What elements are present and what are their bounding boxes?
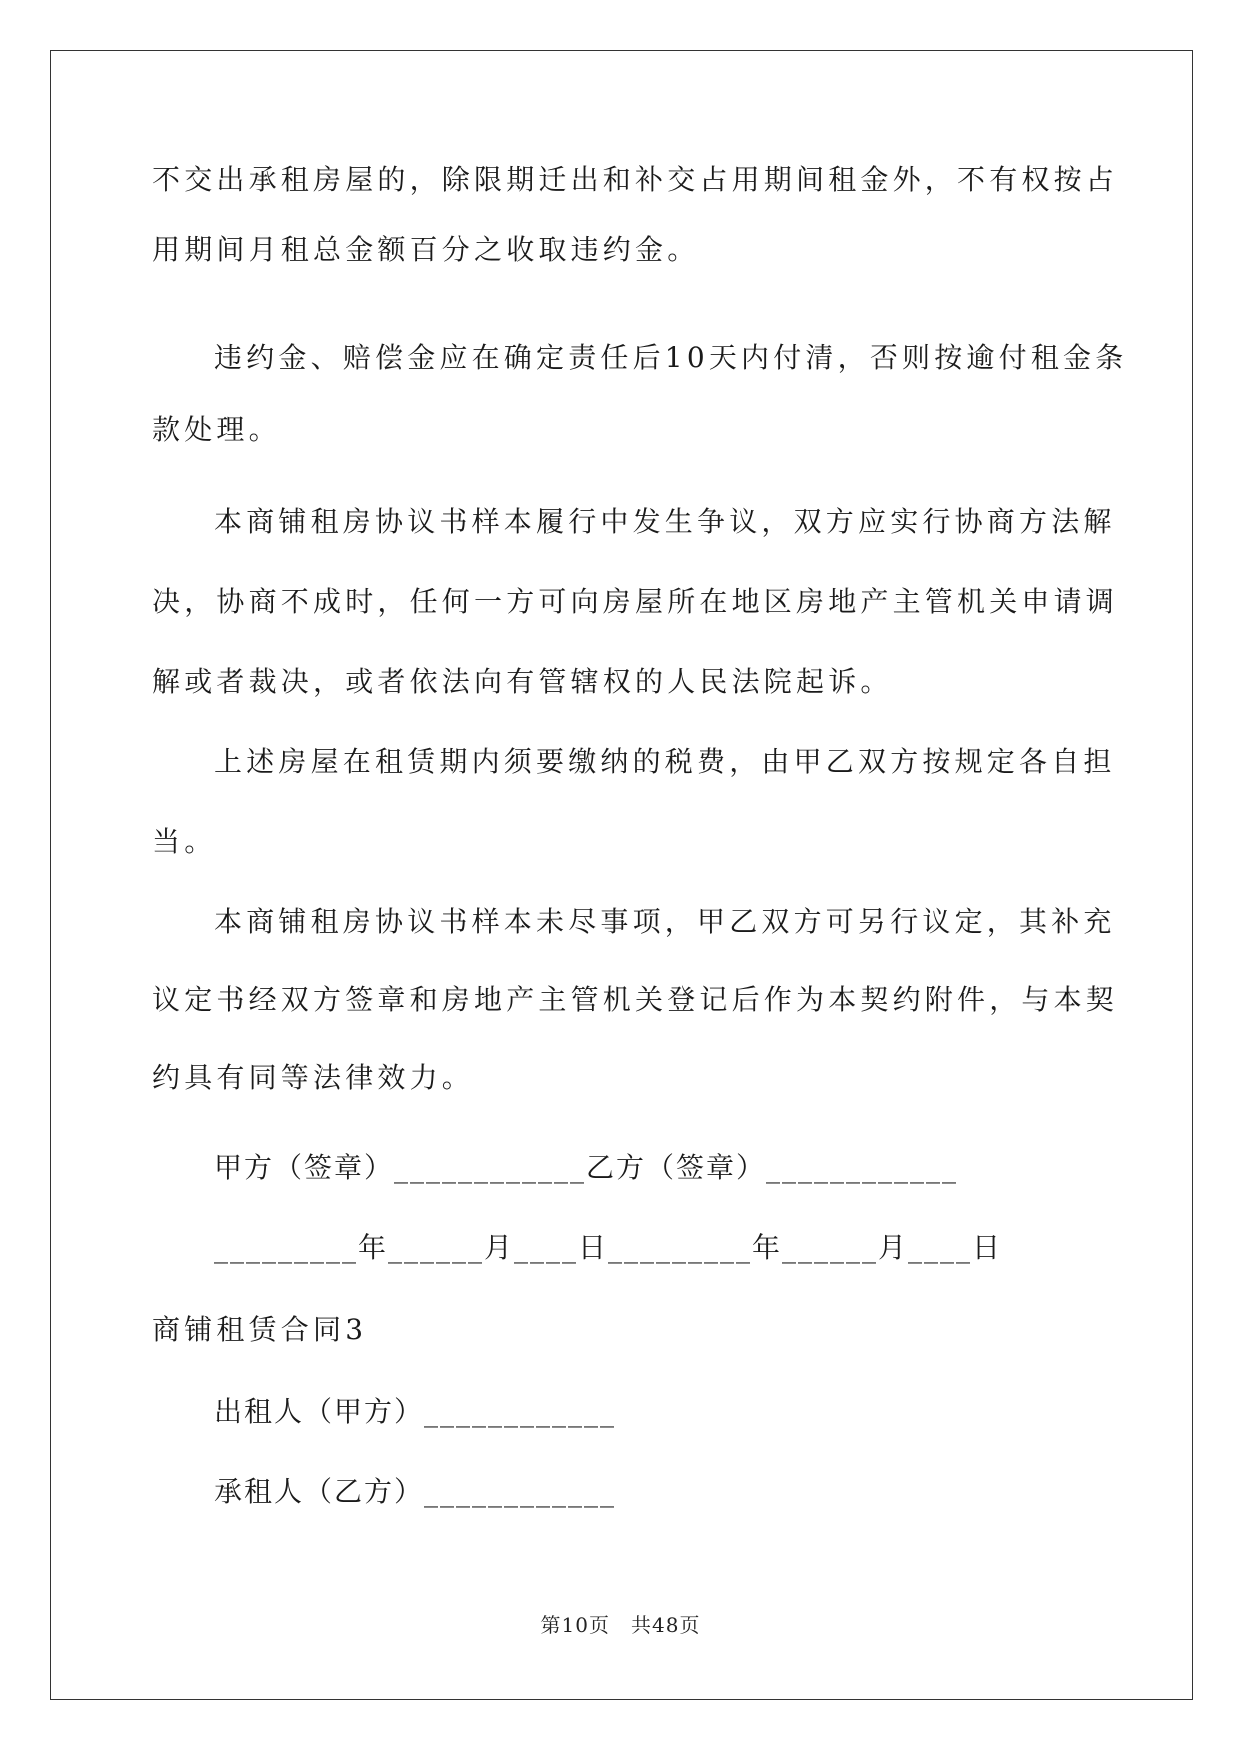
lessee-line: 承租人（乙方）____________ [214,1475,617,1508]
paragraph-line: 当。 [152,825,217,858]
paragraph-line: 约具有同等法律效力。 [152,1061,475,1094]
page-border [50,50,1193,1700]
paragraph-line: 本商铺租房协议书样本履行中发生争议，双方应实行协商方法解 [214,505,1116,538]
section-heading: 商铺租赁合同3 [152,1313,368,1346]
paragraph-line: 上述房屋在租赁期内须要缴纳的税费，由甲乙双方按规定各自担 [214,745,1116,778]
paragraph-line: 决，协商不成时，任何一方可向房屋所在地区房地产主管机关申请调 [152,585,1119,618]
paragraph-line: 款处理。 [152,413,281,446]
paragraph-line: 不交出承租房屋的，除限期迁出和补交占用期间租金外，不有权按占 [152,163,1119,196]
signature-line: 甲方（签章）____________乙方（签章）____________ [214,1151,959,1184]
lessor-line: 出租人（甲方）____________ [214,1395,617,1428]
paragraph-line: 违约金、赔偿金应在确定责任后10天内付清，否则按逾付租金条 [214,341,1128,374]
paragraph-line: 议定书经双方签章和房地产主管机关登记后作为本契约附件，与本契 [152,983,1119,1016]
page-number-footer: 第10页 共48页 [540,1613,701,1637]
paragraph-line: 解或者裁决，或者依法向有管辖权的人民法院起诉。 [152,665,893,698]
paragraph-line: 本商铺租房协议书样本未尽事项，甲乙双方可另行议定，其补充 [214,905,1116,938]
date-line: _________年______月____日_________年______月____日 [214,1231,1003,1264]
paragraph-line: 用期间月租总金额百分之收取违约金。 [152,233,700,266]
